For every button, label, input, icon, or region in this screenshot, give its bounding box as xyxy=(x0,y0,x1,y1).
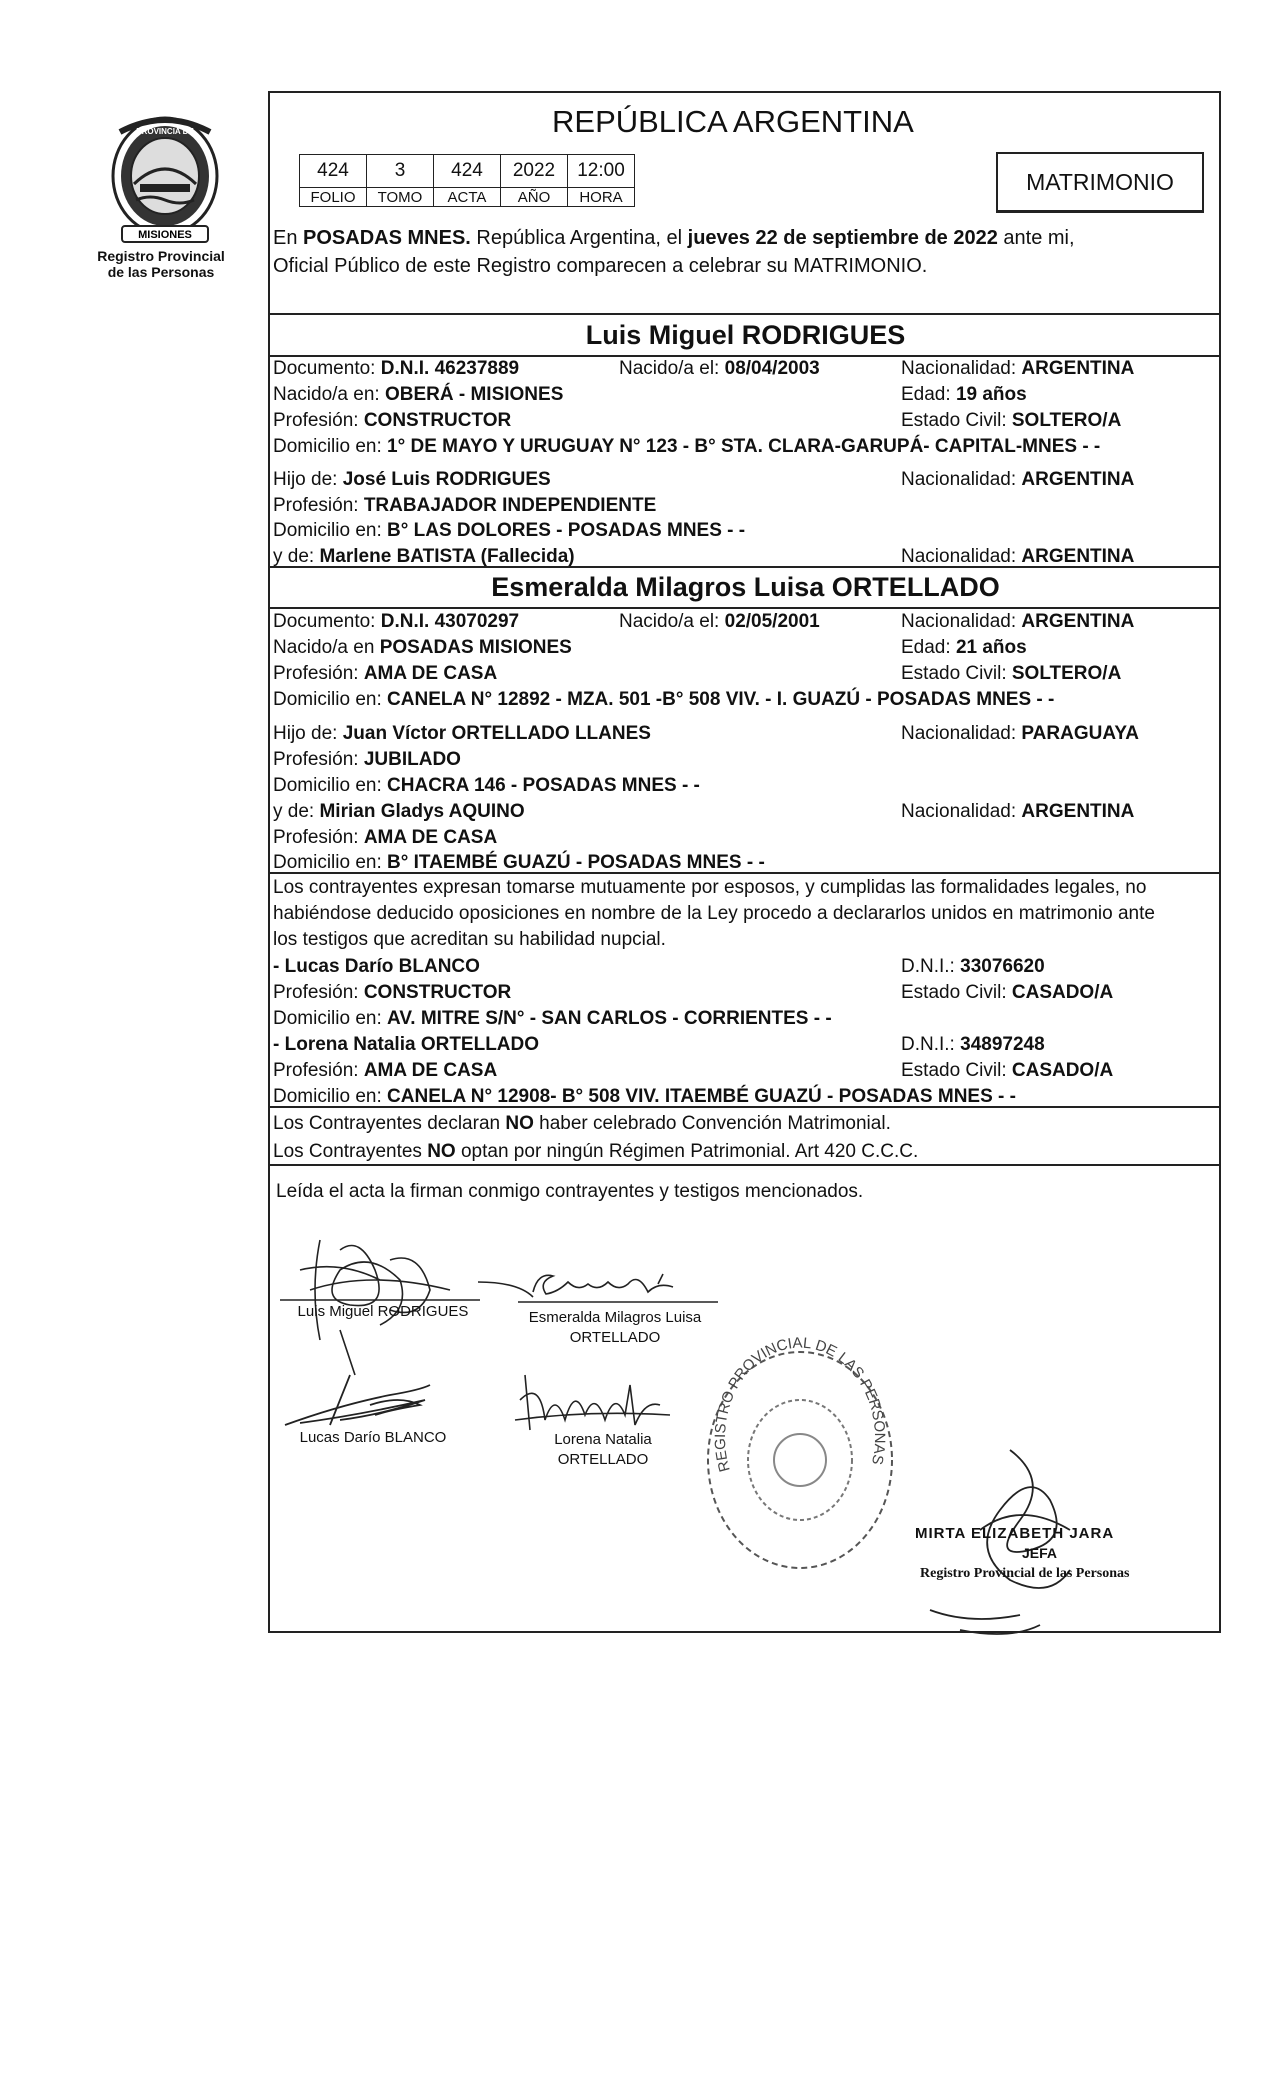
spouse2-father: Hijo de: Juan Víctor ORTELLADO LLANES xyxy=(273,723,651,744)
witness1-profession: Profesión: CONSTRUCTOR xyxy=(273,982,512,1003)
spouse2-address: Domicilio en: CANELA N° 12892 - MZA. 501 -B° 508 VIV. - I. GUAZÚ - POSADAS MNES - - xyxy=(273,689,1055,710)
spouse2-father-nationality: Nacionalidad: PARAGUAYA xyxy=(901,723,1139,744)
official-title: JEFA xyxy=(1022,1545,1058,1561)
record-codes-table xyxy=(299,154,635,207)
acta-label: ACTA xyxy=(434,188,501,207)
spouse2-mother: y de: Mirian Gladys AQUINO xyxy=(273,801,525,822)
witness1-dni: D.N.I.: 33076620 xyxy=(901,956,1045,977)
witness1-civil-status: Estado Civil: CASADO/A xyxy=(901,982,1114,1003)
spouse2-born: Nacido/a el: 02/05/2001 xyxy=(619,611,820,632)
signature-witness2-name-2: ORTELLADO xyxy=(557,1451,649,1468)
spouse1-mother-nationality: Nacionalidad: ARGENTINA xyxy=(901,546,1135,567)
signature-spouse1-name: Luis Miguel RODRIGUES xyxy=(297,1303,469,1320)
spouse1-civil-status: Estado Civil: SOLTERO/A xyxy=(901,410,1122,431)
page-title: REPÚBLICA ARGENTINA xyxy=(552,104,914,139)
spouse1-profession: Profesión: CONSTRUCTOR xyxy=(273,410,512,431)
witness2-civil-status: Estado Civil: CASADO/A xyxy=(901,1060,1114,1081)
spouse2-civil-status: Estado Civil: SOLTERO/A xyxy=(901,663,1122,684)
spouse1-age: Edad: 19 años xyxy=(901,384,1027,405)
ano-value: 2022 xyxy=(501,155,568,188)
declaration-line-3: los testigos que acreditan su habilidad nupcial. xyxy=(273,929,666,950)
tomo-label: TOMO xyxy=(367,188,434,207)
hora-value: 12:00 xyxy=(568,155,635,188)
intro-text-2: República Argentina, el xyxy=(470,227,688,249)
spouse2-age: Edad: 21 años xyxy=(901,637,1027,658)
witness2-dni: D.N.I.: 34897248 xyxy=(901,1034,1045,1055)
witness1-address: Domicilio en: AV. MITRE S/N° - SAN CARLOS - CORRIENTES - - xyxy=(273,1008,832,1029)
divider-spouse2-head xyxy=(270,607,1221,609)
spouse2-name: Esmeralda Milagros Luisa ORTELLADO xyxy=(491,572,1000,602)
acta-value: 424 xyxy=(434,155,501,188)
folio-label: FOLIO xyxy=(300,188,367,207)
witness2-address: Domicilio en: CANELA N° 12908- B° 508 VIV. ITAEMBÉ GUAZÚ - POSADAS MNES - - xyxy=(273,1086,1016,1107)
spouse1-born: Nacido/a el: 08/04/2003 xyxy=(619,358,820,379)
spouse2-father-profession: Profesión: JUBILADO xyxy=(273,749,461,770)
signature-witness2-name-1: Lorena Natalia xyxy=(554,1431,652,1448)
spouse1-mother: y de: Marlene BATISTA (Fallecida) xyxy=(273,546,575,567)
ano-label: AÑO xyxy=(501,188,568,207)
registry-logo xyxy=(100,114,230,254)
intro-date: jueves 22 de septiembre de 2022 xyxy=(687,227,998,249)
divider-closing xyxy=(270,1164,1221,1166)
spouse2-father-address: Domicilio en: CHACRA 146 - POSADAS MNES - - xyxy=(273,775,700,796)
seal-text: REGISTRO PROVINCIAL DE LAS PERSONAS xyxy=(711,1334,889,1474)
witness2-profession: Profesión: AMA DE CASA xyxy=(273,1060,498,1081)
declaration-line-2: habiéndose deducido oposiciones en nombre de la Ley procedo a declararlos unidos en matrimonio ante xyxy=(273,903,1155,924)
spouse2-mother-profession: Profesión: AMA DE CASA xyxy=(273,827,498,848)
official-seal xyxy=(690,1320,910,1580)
svg-text:REGISTRO PROVINCIAL DE LAS PER xyxy=(712,1335,888,1474)
emblem-top-text: PROVINCIA DE xyxy=(136,127,194,136)
spouse2-birthplace: Nacido/a en POSADAS MISIONES xyxy=(273,637,572,658)
hora-label: HORA xyxy=(568,188,635,207)
intro-paragraph xyxy=(273,224,1213,280)
witness2-name: - Lorena Natalia ORTELLADO xyxy=(273,1034,540,1055)
logo-caption-1: Registro Provincial xyxy=(97,248,225,264)
spouse1-father-profession: Profesión: TRABAJADOR INDEPENDIENTE xyxy=(273,495,657,516)
spouse1-father: Hijo de: José Luis RODRIGUES xyxy=(273,469,551,490)
spouse2-mother-nationality: Nacionalidad: ARGENTINA xyxy=(901,801,1135,822)
emblem-bottom-text: MISIONES xyxy=(138,229,192,241)
spouse2-mother-address: Domicilio en: B° ITAEMBÉ GUAZÚ - POSADAS MNES - - xyxy=(273,852,765,873)
convention-line-2: Los Contrayentes NO optan por ningún Régimen Patrimonial. Art 420 C.C.C. xyxy=(273,1141,919,1162)
spouse1-father-nationality: Nacionalidad: ARGENTINA xyxy=(901,469,1135,490)
witness1-name: - Lucas Darío BLANCO xyxy=(273,956,480,977)
official-office: Registro Provincial de las Personas xyxy=(920,1566,1130,1581)
record-type: MATRIMONIO xyxy=(1026,168,1174,195)
intro-text-3: ante mi, xyxy=(997,227,1075,249)
spouse2-doc: Documento: D.N.I. 43070297 xyxy=(273,611,520,632)
official-name: MIRTA ELIZABETH JARA xyxy=(915,1525,1115,1542)
logo-caption-2: de las Personas xyxy=(107,264,215,280)
spouse1-birthplace: Nacido/a en: OBERÁ - MISIONES xyxy=(273,384,564,405)
signature-spouse2-name-2: ORTELLADO xyxy=(569,1329,661,1346)
spouse1-doc: Documento: D.N.I. 46237889 xyxy=(273,358,520,379)
divider-spouse1-head xyxy=(270,355,1221,357)
spouse1-address: Domicilio en: 1° DE MAYO Y URUGUAY N° 123 - B° STA. CLARA-GARUPÁ- CAPITAL-MNES - - xyxy=(273,436,1101,457)
spouse1-name: Luis Miguel RODRIGUES xyxy=(585,320,906,350)
intro-line-2: Oficial Público de este Registro comparecen a celebrar su MATRIMONIO. xyxy=(273,255,928,277)
tomo-value: 3 xyxy=(367,155,434,188)
signature-witness1-name: Lucas Darío BLANCO xyxy=(299,1429,447,1446)
intro-text: En xyxy=(273,227,304,249)
folio-value: 424 xyxy=(300,155,367,188)
signature-witness1 xyxy=(280,1365,470,1435)
signature-spouse2-name-1: Esmeralda Milagros Luisa xyxy=(528,1309,702,1326)
spouse2-nationality: Nacionalidad: ARGENTINA xyxy=(901,611,1135,632)
record-type-box xyxy=(996,152,1204,213)
spouse1-father-address: Domicilio en: B° LAS DOLORES - POSADAS MNES - - xyxy=(273,520,746,541)
spouse1-nationality: Nacionalidad: ARGENTINA xyxy=(901,358,1135,379)
convention-line-1: Los Contrayentes declaran NO haber celebrado Convención Matrimonial. xyxy=(273,1113,891,1134)
spouse2-profession: Profesión: AMA DE CASA xyxy=(273,663,498,684)
closing-statement: Leída el acta la firman conmigo contrayentes y testigos mencionados. xyxy=(276,1181,864,1202)
divider-header xyxy=(270,313,1221,315)
intro-place: POSADAS MNES. xyxy=(303,227,471,249)
province-emblem-icon xyxy=(100,114,230,254)
declaration-line-1: Los contrayentes expresan tomarse mutuamente por esposos, y cumplidas las formalidades legales, no xyxy=(273,877,1147,898)
